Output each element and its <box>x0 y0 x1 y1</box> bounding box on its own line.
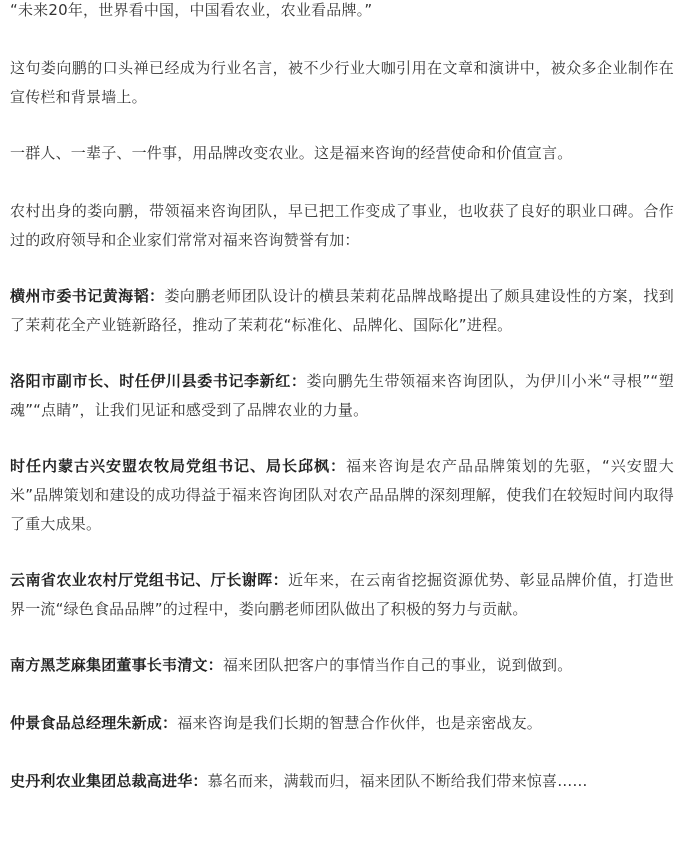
article-body <box>10 0 674 825</box>
testimonial <box>10 651 674 680</box>
testimonial <box>10 452 674 539</box>
intro-paragraph: 这句娄向鹏的口头禅已经成为行业名言，被不少行业大咖引用在文章和演讲中，被众多企业制作在宣传栏和背景墙上。 <box>10 59 674 106</box>
praise-intro-paragraph: 农村出身的娄向鹏，带领福来咨询团队，早已把工作变成了事业，也收获了良好的职业口碑。合作过的政府领导和企业家们常常对福来咨询赞誉有加： <box>10 202 674 249</box>
testimonial-quote: 福来团队把客户的事情当作自己的事业，说到做到。 <box>222 656 573 674</box>
testimonial <box>10 767 674 796</box>
testimonial-author: 时任内蒙古兴安盟农牧局党组书记、局长邱枫： <box>10 457 347 475</box>
testimonial-author: 史丹利农业集团总裁高进华： <box>10 772 208 790</box>
testimonial-quote: 福来咨询是农产品品牌策划的先驱，“兴安盟大米”品牌策划和建设的成功得益于福来咨询团队对农产品品牌的深刻理解，使我们在较短时间内取得了重大成果。 <box>10 457 674 533</box>
testimonial <box>10 367 674 425</box>
testimonial <box>10 282 674 340</box>
opening-quote: “未来20年，世界看中国，中国看农业，农业看品牌。” <box>10 1 373 19</box>
mission-paragraph: 一群人、一辈子、一件事，用品牌改变农业。这是福来咨询的经营使命和价值宣言。 <box>10 144 573 162</box>
testimonial-author: 南方黑芝麻集团董事长韦清文： <box>10 656 223 674</box>
testimonial <box>10 566 674 624</box>
testimonial-author: 云南省农业农村厅党组书记、厅长谢晖： <box>10 571 289 589</box>
testimonial-author: 洛阳市副市长、时任伊川县委书记李新红： <box>10 372 307 390</box>
testimonial-quote: 娄向鹏先生带领福来咨询团队，为伊川小米“寻根”“塑魂”“点睛”，让我们见证和感受到了品牌农业的力量。 <box>10 372 674 419</box>
testimonial-author: 仲景食品总经理朱新成： <box>10 714 178 732</box>
testimonial <box>10 709 674 738</box>
testimonial-quote: 慕名而来，满载而归，福来团队不断给我们带来惊喜…… <box>207 772 588 790</box>
testimonial-author: 横州市委书记黄海韬： <box>10 287 165 305</box>
testimonial-quote: 娄向鹏老师团队设计的横县茉莉花品牌战略提出了颇具建设性的方案，找到了茉莉花全产业链新路径，推动了茉莉花“标准化、品牌化、国际化”进程。 <box>10 287 674 334</box>
testimonial-quote: 福来咨询是我们长期的智慧合作伙伴，也是亲密战友。 <box>177 714 543 732</box>
testimonial-quote: 近年来，在云南省挖掘资源优势、彰显品牌价值，打造世界一流“绿色食品品牌”的过程中，娄向鹏老师团队做出了积极的努力与贡献。 <box>10 571 674 618</box>
